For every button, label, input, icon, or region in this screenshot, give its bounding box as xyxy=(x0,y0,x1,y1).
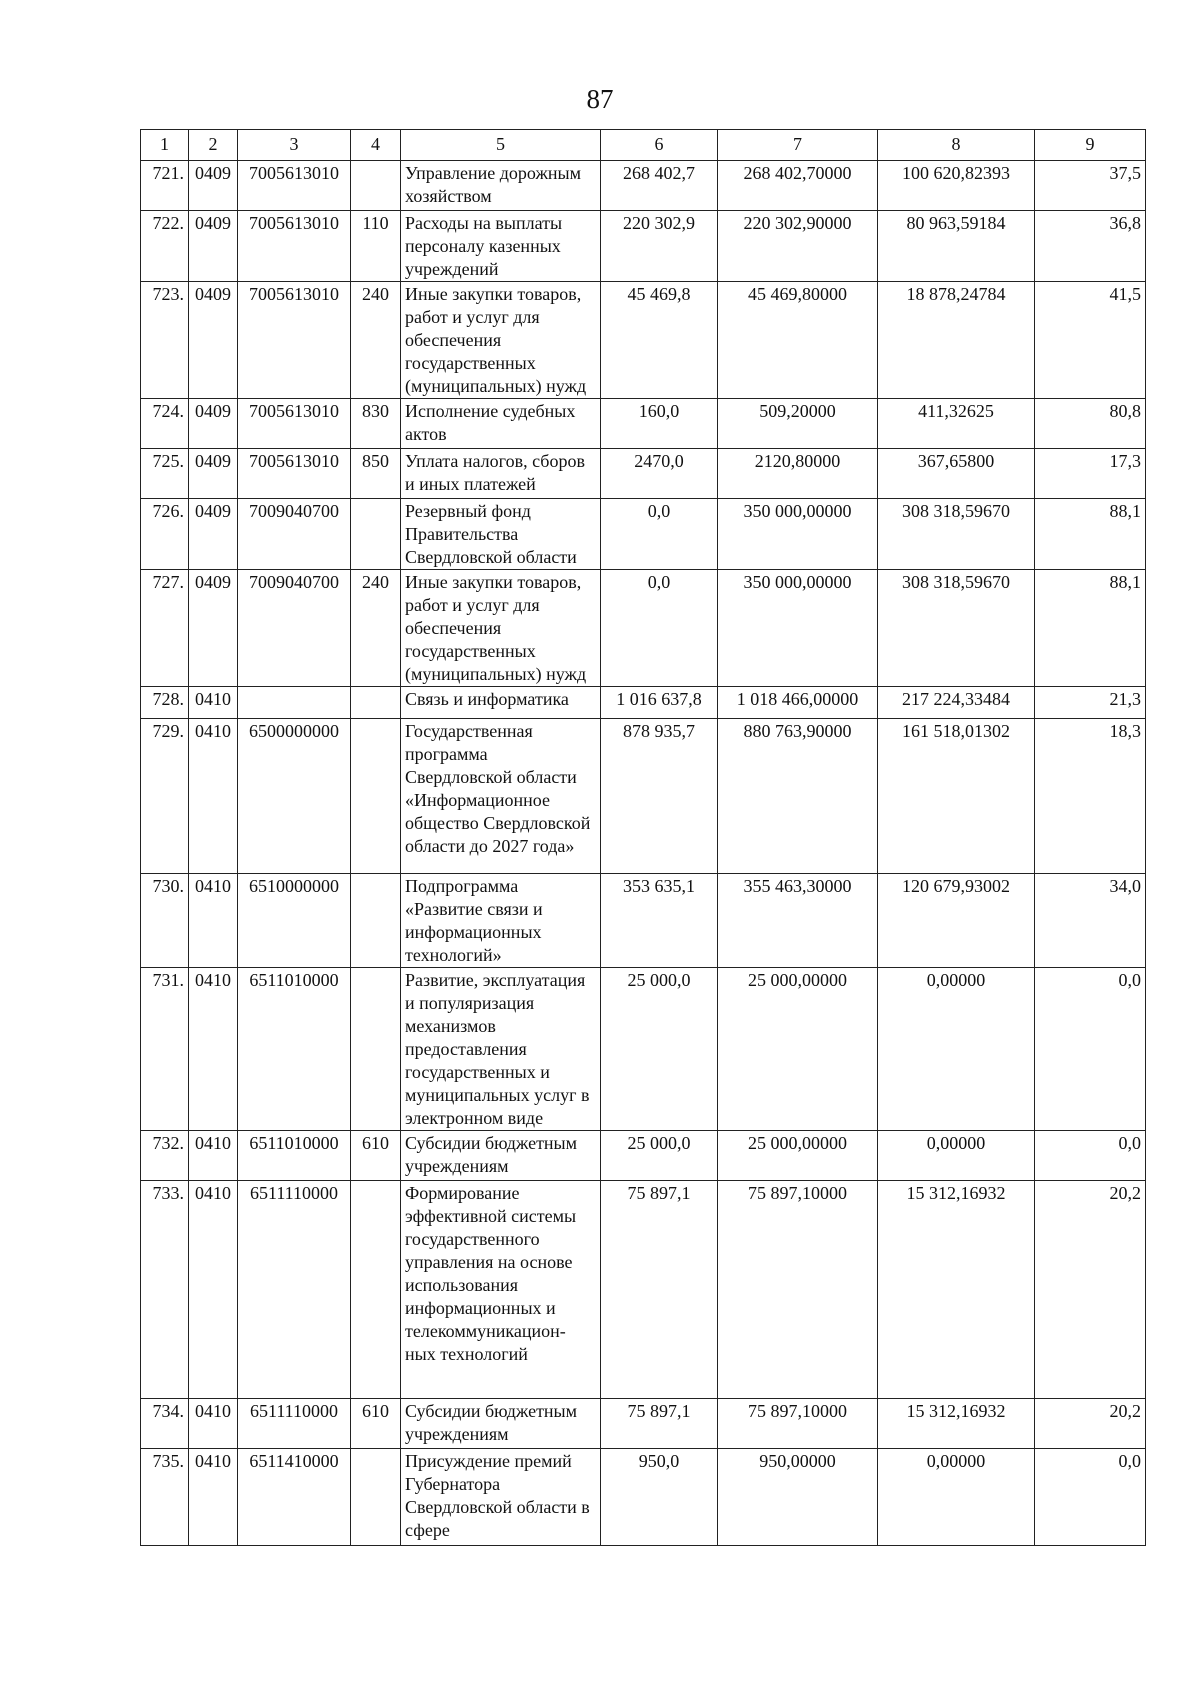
cell-c6: 25 000,0 xyxy=(601,968,718,1131)
cell-c4 xyxy=(351,499,401,570)
cell-c8: 411,32625 xyxy=(878,399,1035,449)
table-row xyxy=(141,211,1146,282)
cell-c7: 509,20000 xyxy=(718,399,878,449)
cell-c3: 7005613010 xyxy=(238,161,351,211)
cell-c1: 732. xyxy=(141,1131,189,1181)
cell-c3: 6500000000 xyxy=(238,719,351,874)
cell-c5: Подпрограмма «Развитие связи и информационных технологий» xyxy=(401,874,601,968)
table-row xyxy=(141,1449,1146,1546)
cell-c6: 0,0 xyxy=(601,499,718,570)
cell-c7: 25 000,00000 xyxy=(718,968,878,1131)
cell-c6: 1 016 637,8 xyxy=(601,687,718,719)
cell-c4 xyxy=(351,719,401,874)
cell-c8: 120 679,93002 xyxy=(878,874,1035,968)
cell-c4 xyxy=(351,874,401,968)
cell-c9: 34,0 xyxy=(1035,874,1146,968)
table-row xyxy=(141,719,1146,874)
cell-c8: 0,00000 xyxy=(878,1131,1035,1181)
cell-c7: 1 018 466,00000 xyxy=(718,687,878,719)
cell-c9: 88,1 xyxy=(1035,570,1146,687)
cell-c1: 730. xyxy=(141,874,189,968)
cell-c1: 733. xyxy=(141,1181,189,1399)
cell-c7: 220 302,90000 xyxy=(718,211,878,282)
cell-c8: 217 224,33484 xyxy=(878,687,1035,719)
cell-c5: Уплата налогов, сборов и иных платежей xyxy=(401,449,601,499)
column-header-7: 7 xyxy=(718,130,878,161)
cell-c2: 0410 xyxy=(189,1399,238,1449)
cell-c1: 721. xyxy=(141,161,189,211)
cell-c3: 7005613010 xyxy=(238,211,351,282)
cell-c8: 367,65800 xyxy=(878,449,1035,499)
cell-c1: 722. xyxy=(141,211,189,282)
cell-c5: Иные закупки товаров, работ и услуг для обеспечения государственных (муниципальных) нужд xyxy=(401,282,601,399)
cell-c7: 268 402,70000 xyxy=(718,161,878,211)
cell-c9: 0,0 xyxy=(1035,1131,1146,1181)
cell-c9: 37,5 xyxy=(1035,161,1146,211)
cell-c6: 353 635,1 xyxy=(601,874,718,968)
cell-c1: 731. xyxy=(141,968,189,1131)
page-number: 87 xyxy=(586,84,614,114)
cell-c4: 850 xyxy=(351,449,401,499)
cell-c7: 25 000,00000 xyxy=(718,1131,878,1181)
cell-c4 xyxy=(351,1181,401,1399)
cell-c7: 75 897,10000 xyxy=(718,1399,878,1449)
cell-c8: 0,00000 xyxy=(878,1449,1035,1546)
cell-c3: 6511110000 xyxy=(238,1181,351,1399)
budget-table xyxy=(140,129,1146,1546)
column-header-4: 4 xyxy=(351,130,401,161)
cell-c9: 0,0 xyxy=(1035,1449,1146,1546)
cell-c5: Иные закупки товаров, работ и услуг для обеспечения государственных (муниципальных) нужд xyxy=(401,570,601,687)
cell-c5: Формирование эффективной системы государственного управления на основе использования информационных и телекоммуникацион-ных технологий xyxy=(401,1181,601,1399)
cell-c9: 21,3 xyxy=(1035,687,1146,719)
cell-c3: 6510000000 xyxy=(238,874,351,968)
cell-c1: 727. xyxy=(141,570,189,687)
cell-c3: 7009040700 xyxy=(238,570,351,687)
cell-c6: 75 897,1 xyxy=(601,1399,718,1449)
cell-c7: 950,00000 xyxy=(718,1449,878,1546)
cell-c6: 25 000,0 xyxy=(601,1131,718,1181)
cell-c9: 18,3 xyxy=(1035,719,1146,874)
cell-c8: 100 620,82393 xyxy=(878,161,1035,211)
table-row xyxy=(141,449,1146,499)
table-row xyxy=(141,1131,1146,1181)
cell-c8: 308 318,59670 xyxy=(878,570,1035,687)
cell-c7: 355 463,30000 xyxy=(718,874,878,968)
cell-c5: Управление дорожным хозяйством xyxy=(401,161,601,211)
cell-c7: 350 000,00000 xyxy=(718,499,878,570)
cell-c5: Развитие, эксплуатация и популяризация механизмов предоставления государственных и муниципальных услуг в электронном виде xyxy=(401,968,601,1131)
column-header-9: 9 xyxy=(1035,130,1146,161)
cell-c5: Расходы на выплаты персоналу казенных учреждений xyxy=(401,211,601,282)
cell-c3: 7005613010 xyxy=(238,399,351,449)
cell-c4: 240 xyxy=(351,282,401,399)
cell-c6: 220 302,9 xyxy=(601,211,718,282)
cell-c2: 0409 xyxy=(189,499,238,570)
cell-c2: 0410 xyxy=(189,687,238,719)
cell-c8: 18 878,24784 xyxy=(878,282,1035,399)
cell-c9: 88,1 xyxy=(1035,499,1146,570)
cell-c2: 0410 xyxy=(189,1181,238,1399)
cell-c5: Связь и информатика xyxy=(401,687,601,719)
cell-c3 xyxy=(238,687,351,719)
cell-c2: 0409 xyxy=(189,449,238,499)
cell-c4 xyxy=(351,161,401,211)
cell-c2: 0409 xyxy=(189,282,238,399)
table-row xyxy=(141,499,1146,570)
cell-c8: 308 318,59670 xyxy=(878,499,1035,570)
cell-c9: 36,8 xyxy=(1035,211,1146,282)
cell-c1: 728. xyxy=(141,687,189,719)
cell-c8: 0,00000 xyxy=(878,968,1035,1131)
table-row xyxy=(141,1181,1146,1399)
cell-c2: 0410 xyxy=(189,968,238,1131)
cell-c3: 6511010000 xyxy=(238,1131,351,1181)
cell-c6: 75 897,1 xyxy=(601,1181,718,1399)
cell-c7: 880 763,90000 xyxy=(718,719,878,874)
cell-c9: 41,5 xyxy=(1035,282,1146,399)
cell-c7: 350 000,00000 xyxy=(718,570,878,687)
cell-c8: 80 963,59184 xyxy=(878,211,1035,282)
cell-c3: 6511410000 xyxy=(238,1449,351,1546)
cell-c1: 726. xyxy=(141,499,189,570)
table-row xyxy=(141,687,1146,719)
cell-c7: 2120,80000 xyxy=(718,449,878,499)
cell-c1: 723. xyxy=(141,282,189,399)
cell-c6: 0,0 xyxy=(601,570,718,687)
cell-c9: 0,0 xyxy=(1035,968,1146,1131)
column-header-8: 8 xyxy=(878,130,1035,161)
cell-c6: 878 935,7 xyxy=(601,719,718,874)
table-row xyxy=(141,874,1146,968)
cell-c4: 610 xyxy=(351,1131,401,1181)
table-row xyxy=(141,570,1146,687)
cell-c4: 240 xyxy=(351,570,401,687)
column-header-5: 5 xyxy=(401,130,601,161)
cell-c6: 2470,0 xyxy=(601,449,718,499)
cell-c2: 0410 xyxy=(189,1449,238,1546)
cell-c4: 610 xyxy=(351,1399,401,1449)
cell-c7: 45 469,80000 xyxy=(718,282,878,399)
cell-c9: 17,3 xyxy=(1035,449,1146,499)
cell-c6: 160,0 xyxy=(601,399,718,449)
cell-c1: 729. xyxy=(141,719,189,874)
table-body xyxy=(141,161,1146,1546)
cell-c5: Исполнение судебных актов xyxy=(401,399,601,449)
cell-c8: 161 518,01302 xyxy=(878,719,1035,874)
table-row xyxy=(141,399,1146,449)
cell-c2: 0410 xyxy=(189,1131,238,1181)
column-header-6: 6 xyxy=(601,130,718,161)
cell-c2: 0409 xyxy=(189,161,238,211)
cell-c5: Субсидии бюджетным учреждениям xyxy=(401,1399,601,1449)
cell-c4 xyxy=(351,687,401,719)
cell-c9: 80,8 xyxy=(1035,399,1146,449)
cell-c5: Субсидии бюджетным учреждениям xyxy=(401,1131,601,1181)
cell-c2: 0409 xyxy=(189,211,238,282)
cell-c7: 75 897,10000 xyxy=(718,1181,878,1399)
cell-c4 xyxy=(351,1449,401,1546)
column-header-2: 2 xyxy=(189,130,238,161)
cell-c2: 0409 xyxy=(189,399,238,449)
header-row xyxy=(141,130,1146,161)
cell-c9: 20,2 xyxy=(1035,1181,1146,1399)
table-row xyxy=(141,968,1146,1131)
column-header-3: 3 xyxy=(238,130,351,161)
table-row xyxy=(141,161,1146,211)
cell-c1: 734. xyxy=(141,1399,189,1449)
cell-c1: 725. xyxy=(141,449,189,499)
table-row xyxy=(141,1399,1146,1449)
cell-c3: 6511110000 xyxy=(238,1399,351,1449)
cell-c6: 45 469,8 xyxy=(601,282,718,399)
cell-c6: 268 402,7 xyxy=(601,161,718,211)
cell-c8: 15 312,16932 xyxy=(878,1181,1035,1399)
cell-c4 xyxy=(351,968,401,1131)
cell-c2: 0410 xyxy=(189,719,238,874)
cell-c3: 7009040700 xyxy=(238,499,351,570)
cell-c5: Резервный фонд Правительства Свердловской области xyxy=(401,499,601,570)
cell-c2: 0409 xyxy=(189,570,238,687)
cell-c1: 724. xyxy=(141,399,189,449)
cell-c2: 0410 xyxy=(189,874,238,968)
cell-c3: 7005613010 xyxy=(238,282,351,399)
cell-c4: 110 xyxy=(351,211,401,282)
cell-c6: 950,0 xyxy=(601,1449,718,1546)
column-header-1: 1 xyxy=(141,130,189,161)
table-row xyxy=(141,282,1146,399)
cell-c3: 7005613010 xyxy=(238,449,351,499)
cell-c5: Государственная программа Свердловской области «Информационное общество Свердловской области до 2027 года» xyxy=(401,719,601,874)
cell-c3: 6511010000 xyxy=(238,968,351,1131)
cell-c1: 735. xyxy=(141,1449,189,1546)
cell-c8: 15 312,16932 xyxy=(878,1399,1035,1449)
cell-c9: 20,2 xyxy=(1035,1399,1146,1449)
cell-c5: Присуждение премий Губернатора Свердловской области в сфере xyxy=(401,1449,601,1546)
cell-c4: 830 xyxy=(351,399,401,449)
